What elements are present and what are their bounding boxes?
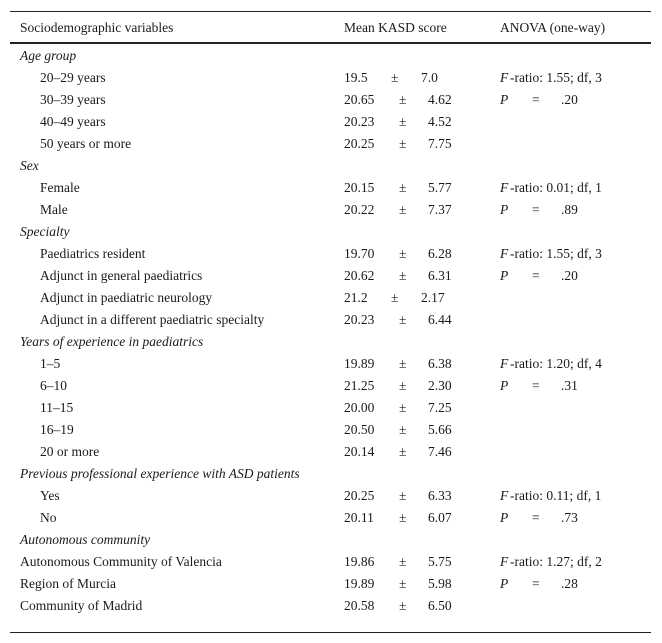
- plus-minus-sign: ±: [399, 92, 407, 107]
- plus-minus-sign: ±: [399, 180, 407, 195]
- row-label: 6–10: [40, 378, 67, 393]
- mean-value: 20.62: [344, 268, 375, 283]
- mean-value: 20.15: [344, 180, 375, 195]
- row-label: Adjunct in general paediatrics: [40, 268, 203, 283]
- mean-value: 20.50: [344, 422, 375, 437]
- row-label: Yes: [40, 488, 60, 503]
- group-title: Sex: [20, 158, 39, 173]
- plus-minus-sign: ±: [399, 488, 407, 503]
- mean-value: 20.23: [344, 114, 375, 129]
- group-title: Previous professional experience with ASD patients: [20, 466, 300, 481]
- mean-value: 19.70: [344, 246, 375, 261]
- sd-value: 7.0: [421, 70, 438, 85]
- sd-value: 7.46: [428, 444, 452, 459]
- row-label: Female: [40, 180, 80, 195]
- p-value: .20: [561, 268, 578, 283]
- anova-symbol: P: [500, 378, 509, 393]
- table-header: [10, 12, 651, 44]
- row-label: Adjunct in paediatric neurology: [40, 290, 213, 305]
- plus-minus-sign: ±: [399, 554, 407, 569]
- anova-text: =: [532, 576, 540, 591]
- plus-minus-sign: ±: [399, 114, 407, 129]
- sd-value: 4.52: [428, 114, 452, 129]
- anova-symbol: P: [500, 510, 509, 525]
- group-title: Specialty: [20, 224, 70, 239]
- p-value: .73: [561, 510, 578, 525]
- row-label: Region of Murcia: [20, 576, 116, 591]
- anova-text: =: [532, 202, 540, 217]
- mean-value: 20.23: [344, 312, 375, 327]
- plus-minus-sign: ±: [399, 356, 407, 371]
- anova-symbol: P: [500, 92, 509, 107]
- row-label: No: [40, 510, 57, 525]
- mean-value: 19.89: [344, 576, 375, 591]
- anova-text: -ratio: 1.20; df, 4: [510, 356, 602, 371]
- mean-value: 21.25: [344, 378, 375, 393]
- row-label: Community of Madrid: [20, 598, 143, 613]
- kasd-table: [10, 11, 651, 633]
- plus-minus-sign: ±: [399, 312, 407, 327]
- plus-minus-sign: ±: [399, 202, 407, 217]
- p-value: .20: [561, 92, 578, 107]
- sd-value: 2.30: [428, 378, 452, 393]
- anova-text: -ratio: 1.27; df, 2: [510, 554, 602, 569]
- sd-value: 6.33: [428, 488, 452, 503]
- sd-value: 7.75: [428, 136, 452, 151]
- anova-symbol: P: [500, 576, 509, 591]
- anova-symbol: F: [500, 554, 509, 569]
- sd-value: 5.66: [428, 422, 452, 437]
- p-value: .28: [561, 576, 578, 591]
- sd-value: 6.44: [428, 312, 452, 327]
- sd-value: 6.07: [428, 510, 452, 525]
- plus-minus-sign: ±: [399, 246, 407, 261]
- anova-symbol: F: [500, 356, 509, 371]
- header-variables: Sociodemographic variables: [20, 20, 174, 35]
- sd-value: 5.98: [428, 576, 452, 591]
- mean-value: 19.86: [344, 554, 375, 569]
- header-anova: ANOVA (one-way): [500, 20, 606, 35]
- row-label: Paediatrics resident: [40, 246, 146, 261]
- row-label: Male: [40, 202, 68, 217]
- anova-text: -ratio: 0.11; df, 1: [510, 488, 602, 503]
- anova-symbol: F: [500, 246, 509, 261]
- mean-value: 20.14: [344, 444, 375, 459]
- mean-value: 20.25: [344, 136, 375, 151]
- group-title: Age group: [20, 48, 77, 63]
- sd-value: 7.37: [428, 202, 452, 217]
- sd-value: 2.17: [421, 290, 445, 305]
- sd-value: 6.31: [428, 268, 452, 283]
- anova-symbol: F: [500, 70, 509, 85]
- plus-minus-sign: ±: [399, 576, 407, 591]
- plus-minus-sign: ±: [399, 598, 407, 613]
- p-value: .89: [561, 202, 578, 217]
- group-title: Years of experience in paediatrics: [20, 334, 204, 349]
- mean-value: 21.2: [344, 290, 368, 305]
- header-mean-score: Mean KASD score: [344, 20, 447, 35]
- mean-value: 20.58: [344, 598, 375, 613]
- plus-minus-sign: ±: [399, 400, 407, 415]
- plus-minus-sign: ±: [399, 422, 407, 437]
- mean-value: 20.00: [344, 400, 375, 415]
- row-label: 50 years or more: [40, 136, 132, 151]
- mean-value: 20.65: [344, 92, 375, 107]
- row-label: 1–5: [40, 356, 61, 371]
- anova-symbol: F: [500, 180, 509, 195]
- mean-value: 19.5: [344, 70, 368, 85]
- row-label: 30–39 years: [40, 92, 106, 107]
- anova-text: =: [532, 268, 540, 283]
- mean-value: 19.89: [344, 356, 375, 371]
- anova-text: -ratio: 1.55; df, 3: [510, 70, 602, 85]
- row-label: 20–29 years: [40, 70, 106, 85]
- plus-minus-sign: ±: [399, 378, 407, 393]
- plus-minus-sign: ±: [399, 510, 407, 525]
- anova-text: -ratio: 0.01; df, 1: [510, 180, 602, 195]
- anova-symbol: P: [500, 202, 509, 217]
- plus-minus-sign: ±: [391, 290, 399, 305]
- group-title: Autonomous community: [20, 532, 151, 547]
- plus-minus-sign: ±: [399, 268, 407, 283]
- sd-value: 6.38: [428, 356, 452, 371]
- anova-text: =: [532, 378, 540, 393]
- plus-minus-sign: ±: [399, 136, 407, 151]
- p-value: .31: [561, 378, 578, 393]
- mean-value: 20.25: [344, 488, 375, 503]
- plus-minus-sign: ±: [399, 444, 407, 459]
- sd-value: 7.25: [428, 400, 452, 415]
- anova-text: =: [532, 92, 540, 107]
- plus-minus-sign: ±: [391, 70, 399, 85]
- row-label: 20 or more: [40, 444, 100, 459]
- sd-value: 5.75: [428, 554, 452, 569]
- anova-symbol: P: [500, 268, 509, 283]
- row-label: Adjunct in a different paediatric specialty: [40, 312, 265, 327]
- row-label: Autonomous Community of Valencia: [20, 554, 222, 569]
- anova-text: -ratio: 1.55; df, 3: [510, 246, 602, 261]
- mean-value: 20.22: [344, 202, 375, 217]
- anova-symbol: F: [500, 488, 509, 503]
- row-label: 16–19: [40, 422, 74, 437]
- sd-value: 6.28: [428, 246, 452, 261]
- sd-value: 6.50: [428, 598, 452, 613]
- mean-value: 20.11: [344, 510, 374, 525]
- anova-text: =: [532, 510, 540, 525]
- row-label: 40–49 years: [40, 114, 106, 129]
- sd-value: 4.62: [428, 92, 452, 107]
- sd-value: 5.77: [428, 180, 452, 195]
- row-label: 11–15: [40, 400, 74, 415]
